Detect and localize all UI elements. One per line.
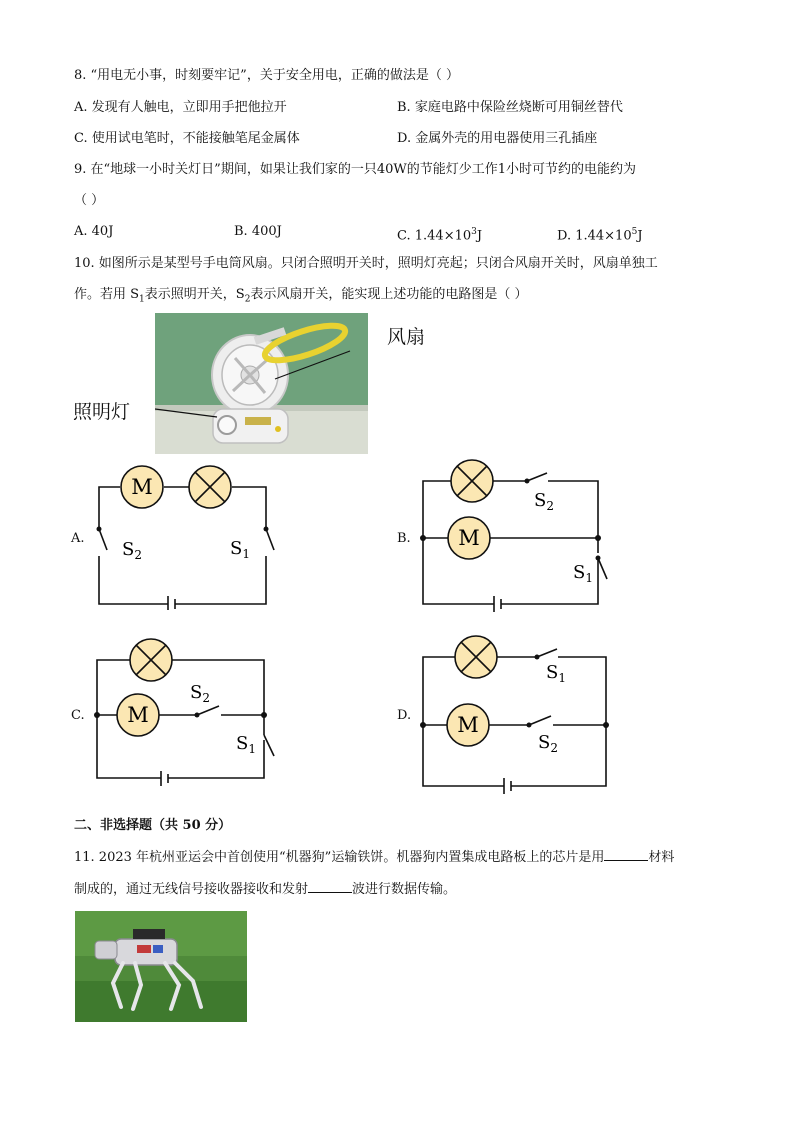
q9-stem: 9. 在“地球一小时关灯日”期间，如果让我们家的一只40W的节能灯少工作1小时可节约的电能约为	[74, 162, 637, 177]
circuit-a	[70, 460, 290, 610]
q11-blank-2[interactable]	[308, 880, 352, 893]
motor-d-label: M	[457, 713, 479, 737]
switch-a-s1-label: $S_1$	[230, 538, 250, 561]
switch-d-s2-label: $S_2$	[538, 732, 558, 755]
motor-c-label: M	[127, 703, 149, 727]
q11-line2: 制成的，通过无线信号接收器接收和发射 波进行数据传输。	[74, 882, 457, 897]
switch-c-s2-label: $S_2$	[190, 682, 210, 705]
q8-stem: 8. “用电无小事，时刻要牢记”，关于安全用电，正确的做法是（ ）	[74, 68, 459, 83]
circuit-b-label: B.	[397, 531, 411, 546]
q9-answer-paren: （ ）	[74, 193, 105, 208]
switch-c-s1-label: $S_1$	[236, 733, 256, 756]
circuit-c	[88, 632, 288, 792]
switch-b-s1-label: $S_1$	[573, 562, 593, 585]
q8-option-d: D. 金属外壳的用电器使用三孔插座	[397, 131, 598, 146]
q10-stem-line2: 作。若用 $S_1$表示照明开关，$S_2$表示风扇开关，能实现上述功能的电路图是（ ）	[74, 287, 528, 305]
q9-option-a: A. 40J	[74, 224, 114, 239]
circuit-b	[410, 455, 625, 620]
q10-stem-line1: 10. 如图所示是某型号手电筒风扇。只闭合照明开关时，照明灯亮起；只闭合风扇开关时，风扇单独工	[74, 256, 658, 271]
q11-line1: 11. 2023 年杭州亚运会中首创使用“机器狗”运输铁饼。机器狗内置集成电路板上的芯片是用 材料	[74, 850, 675, 865]
q8-option-a: A. 发现有人触电，立即用手把他拉开	[74, 100, 287, 115]
switch-b-s2-label: $S_2$	[534, 490, 554, 513]
section-two-heading: 二、非选择题（共 50 分）	[74, 818, 232, 833]
circuit-d	[410, 628, 620, 798]
circuit-a-label: A.	[71, 531, 85, 546]
q9-option-b: B. 400J	[234, 224, 282, 239]
robot-dog-photo	[75, 911, 247, 1022]
fan-label: 风扇	[387, 326, 426, 348]
light-label: 照明灯	[73, 401, 131, 423]
switch-a-s2-label: $S_2$	[122, 539, 142, 562]
q8-option-b: B. 家庭电路中保险丝烧断可用铜丝替代	[397, 100, 623, 115]
motor-b-label: M	[458, 526, 480, 550]
q8-option-c: C. 使用试电笔时，不能接触笔尾金属体	[74, 131, 300, 146]
motor-a-label: M	[131, 475, 153, 499]
circuit-c-label: C.	[71, 708, 85, 723]
q9-option-c: C. $1.44\times 10^3J$	[397, 227, 483, 244]
q9-option-d: D. $1.44\times 10^5J$	[557, 227, 643, 244]
circuit-d-label: D.	[397, 708, 412, 723]
q11-blank-1[interactable]	[604, 848, 648, 861]
flashlight-fan-photo	[155, 313, 368, 454]
switch-d-s1-label: $S_1$	[546, 662, 566, 685]
